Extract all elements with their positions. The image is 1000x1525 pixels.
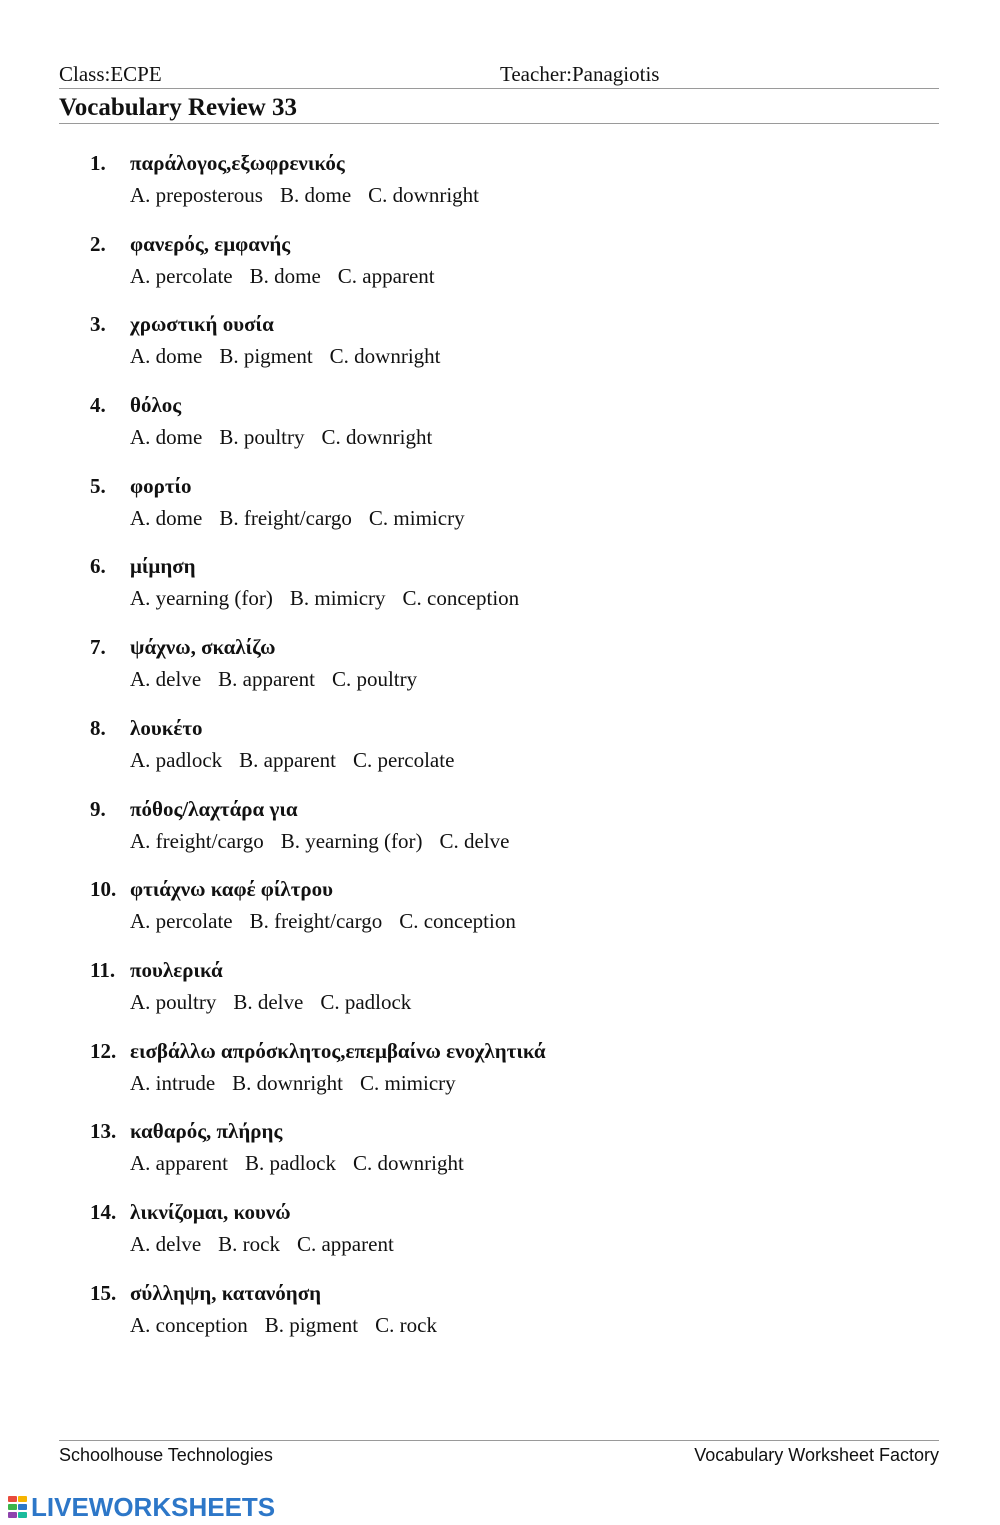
footer-publisher: Schoolhouse Technologies xyxy=(59,1445,273,1465)
footer-product: Vocabulary Worksheet Factory xyxy=(694,1445,939,1465)
answer-option[interactable]: A. preposterous xyxy=(130,183,263,207)
answer-options xyxy=(130,666,434,692)
question-item xyxy=(90,473,950,554)
question-item xyxy=(90,796,950,877)
answer-option[interactable]: C. percolate xyxy=(352,747,455,772)
answer-option[interactable]: B. delve xyxy=(233,989,304,1014)
answer-option[interactable]: A. intrude xyxy=(130,1070,216,1095)
answer-option[interactable]: B. rock xyxy=(218,1231,280,1256)
answer-option[interactable]: B. apparent xyxy=(239,747,336,772)
answer-options xyxy=(130,505,482,531)
question-prompt: μίμηση xyxy=(130,554,196,579)
answer-option[interactable]: C. mimicry xyxy=(360,1070,456,1095)
answer-option[interactable]: B. mimicry xyxy=(289,586,386,611)
question-prompt: φτιάχνω καφέ φίλτρου xyxy=(130,877,334,902)
question-item xyxy=(90,1118,950,1199)
question-prompt: λικνίζομαι, κουνώ xyxy=(130,1199,291,1224)
question-number: 10. xyxy=(90,877,117,902)
answer-option[interactable]: C. downright xyxy=(368,183,479,207)
question-number: 8. xyxy=(90,715,106,740)
answer-option[interactable]: B. dome xyxy=(249,263,321,288)
question-item xyxy=(90,311,950,392)
worksheet-header xyxy=(59,62,939,89)
question-prompt: εισβάλλω απρόσκλητος,επεμβαίνω ενοχλητικά xyxy=(130,1038,546,1063)
question-number: 6. xyxy=(90,554,106,579)
answer-option[interactable]: B. pigment xyxy=(219,344,313,369)
question-item xyxy=(90,957,950,1038)
answer-option[interactable]: B. dome xyxy=(279,183,352,207)
answer-option[interactable]: A. dome xyxy=(130,505,203,530)
answer-option[interactable]: C. delve xyxy=(439,828,510,853)
answer-option[interactable]: B. apparent xyxy=(218,667,315,692)
answer-option[interactable]: B. pigment xyxy=(264,1312,359,1337)
question-list xyxy=(90,150,950,1360)
answer-option[interactable]: A. delve xyxy=(130,667,202,692)
answer-option[interactable]: A. apparent xyxy=(130,1151,228,1176)
answer-option[interactable]: C. mimicry xyxy=(368,505,465,530)
answer-options xyxy=(130,1070,473,1096)
question-prompt: φορτίο xyxy=(130,473,192,498)
answer-option[interactable]: A. freight/cargo xyxy=(130,828,264,853)
answer-option[interactable]: B. padlock xyxy=(244,1151,336,1176)
question-number: 15. xyxy=(90,1280,117,1305)
answer-options xyxy=(130,343,458,369)
answer-option[interactable]: B. freight/cargo xyxy=(219,505,352,530)
answer-option[interactable]: C. apparent xyxy=(337,263,435,288)
question-prompt: καθαρός, πλήρης xyxy=(130,1119,283,1144)
answer-option[interactable]: B. freight/cargo xyxy=(249,909,383,934)
question-item xyxy=(90,1280,950,1361)
answer-options xyxy=(130,908,533,934)
answer-options xyxy=(130,1312,454,1338)
answer-option[interactable]: C. padlock xyxy=(320,989,412,1014)
question-number: 4. xyxy=(90,393,106,418)
answer-option[interactable]: C. downright xyxy=(329,344,441,369)
liveworksheets-brand[interactable] xyxy=(8,1492,275,1522)
question-prompt: φανερός, εμφανής xyxy=(130,231,291,256)
answer-option[interactable]: B. downright xyxy=(232,1070,343,1095)
answer-option[interactable]: A. percolate xyxy=(130,909,233,934)
answer-option[interactable]: A. percolate xyxy=(130,263,233,288)
question-number: 11. xyxy=(90,957,116,982)
answer-option[interactable]: C. conception xyxy=(402,586,520,611)
answer-options xyxy=(130,424,449,450)
answer-option[interactable]: A. delve xyxy=(130,1231,202,1256)
answer-options xyxy=(130,182,496,208)
question-number: 12. xyxy=(90,1038,117,1063)
answer-option[interactable]: C. rock xyxy=(375,1312,437,1337)
question-number: 1. xyxy=(90,151,106,175)
question-item xyxy=(90,392,950,473)
answer-option[interactable]: B. yearning (for) xyxy=(280,828,423,853)
question-item xyxy=(90,715,950,796)
question-number: 3. xyxy=(90,312,106,337)
answer-options xyxy=(130,263,452,289)
question-number: 14. xyxy=(90,1199,117,1224)
question-number: 13. xyxy=(90,1119,117,1144)
liveworksheets-logo-icon xyxy=(8,1496,28,1518)
worksheet-footer xyxy=(59,1440,939,1468)
teacher-label: Teacher:Panagiotis xyxy=(500,62,660,86)
question-item xyxy=(90,150,950,231)
answer-options xyxy=(130,828,526,854)
answer-option[interactable]: C. downright xyxy=(321,425,433,450)
question-number: 5. xyxy=(90,473,106,498)
answer-option[interactable]: A. padlock xyxy=(130,747,223,772)
worksheet-title: Vocabulary Review 33 xyxy=(59,94,939,124)
answer-option[interactable]: C. downright xyxy=(352,1151,464,1176)
question-prompt: θόλος xyxy=(130,393,182,418)
answer-option[interactable]: C. apparent xyxy=(296,1231,394,1256)
question-item xyxy=(90,1199,950,1280)
question-item xyxy=(90,1038,950,1119)
question-prompt: σύλληψη, κατανόηση xyxy=(130,1280,322,1305)
answer-option[interactable]: C. conception xyxy=(399,909,516,934)
question-number: 2. xyxy=(90,231,106,256)
liveworksheets-wordmark: LIVEWORKSHEETS xyxy=(31,1491,276,1522)
answer-option[interactable]: A. dome xyxy=(130,425,203,450)
answer-option[interactable]: C. poultry xyxy=(331,667,418,692)
answer-option[interactable]: A. yearning (for) xyxy=(130,586,273,611)
answer-options xyxy=(130,585,536,611)
question-item xyxy=(90,231,950,312)
class-label: Class:ECPE xyxy=(59,62,162,86)
question-prompt: χρωστική ουσία xyxy=(130,312,274,337)
answer-options xyxy=(130,1150,481,1176)
question-number: 7. xyxy=(90,635,106,660)
answer-option[interactable]: A. conception xyxy=(130,1312,248,1337)
answer-option[interactable]: A. dome xyxy=(130,344,203,369)
question-prompt: λουκέτο xyxy=(130,715,203,740)
answer-options xyxy=(130,747,471,773)
answer-options xyxy=(130,989,428,1015)
question-item xyxy=(90,634,950,715)
question-prompt: πουλερικά xyxy=(130,957,223,982)
answer-options xyxy=(130,1231,411,1257)
question-item xyxy=(90,876,950,957)
answer-option[interactable]: A. poultry xyxy=(130,989,217,1014)
question-number: 9. xyxy=(90,796,106,821)
answer-option[interactable]: B. poultry xyxy=(219,425,305,450)
question-prompt: πόθος/λαχτάρα για xyxy=(130,796,298,821)
question-prompt: ψάχνω, σκαλίζω xyxy=(130,635,276,660)
question-prompt: παράλογος,εξωφρενικός xyxy=(130,151,345,175)
question-item xyxy=(90,553,950,634)
